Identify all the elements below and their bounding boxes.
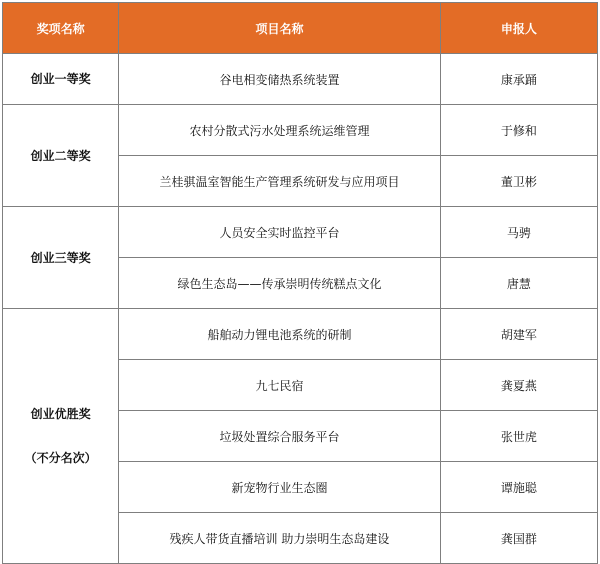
project-name: 残疾人带货直播培训 助力崇明生态岛建设 [119,513,441,564]
award-name: 创业优胜奖 [30,407,91,421]
project-name: 谷电相变储热系统装置 [119,54,441,105]
award-first-prize [3,54,119,105]
table-row [3,54,598,105]
project-name: 船舶动力锂电池系统的研制 [119,309,441,360]
award-second-prize [3,105,119,207]
table-row [3,105,598,156]
applicant-name: 董卫彬 [440,156,597,207]
applicant-name: 于修和 [440,105,597,156]
table-row [3,309,598,360]
applicant-name: 谭施聪 [440,462,597,513]
award-name: 创业二等奖 [30,148,91,163]
table-row [3,207,598,258]
applicant-name: 龚夏燕 [440,360,597,411]
project-name: 九七民宿 [119,360,441,411]
header-project: 项目名称 [119,3,441,54]
project-name: 兰桂骐温室智能生产管理系统研发与应用项目 [119,156,441,207]
header-applicant: 申报人 [440,3,597,54]
header-award: 奖项名称 [3,3,119,54]
award-table [2,2,598,564]
award-name: 创业三等奖 [30,250,91,265]
award-merit-prize [3,309,119,564]
project-name: 垃圾处置综合服务平台 [119,411,441,462]
project-name: 农村分散式污水处理系统运维管理 [119,105,441,156]
project-name: 绿色生态岛——传承崇明传统糕点文化 [119,258,441,309]
award-third-prize [3,207,119,309]
award-note: （不分名次） [24,451,97,465]
applicant-name: 马骋 [440,207,597,258]
applicant-name: 张世虎 [440,411,597,462]
applicant-name: 胡建军 [440,309,597,360]
project-name: 人员安全实时监控平台 [119,207,441,258]
table-header-row [3,3,598,54]
applicant-name: 唐慧 [440,258,597,309]
applicant-name: 康承踊 [440,54,597,105]
project-name: 新宠物行业生态圈 [119,462,441,513]
award-name: 创业一等奖 [30,72,91,86]
applicant-name: 龚国群 [440,513,597,564]
